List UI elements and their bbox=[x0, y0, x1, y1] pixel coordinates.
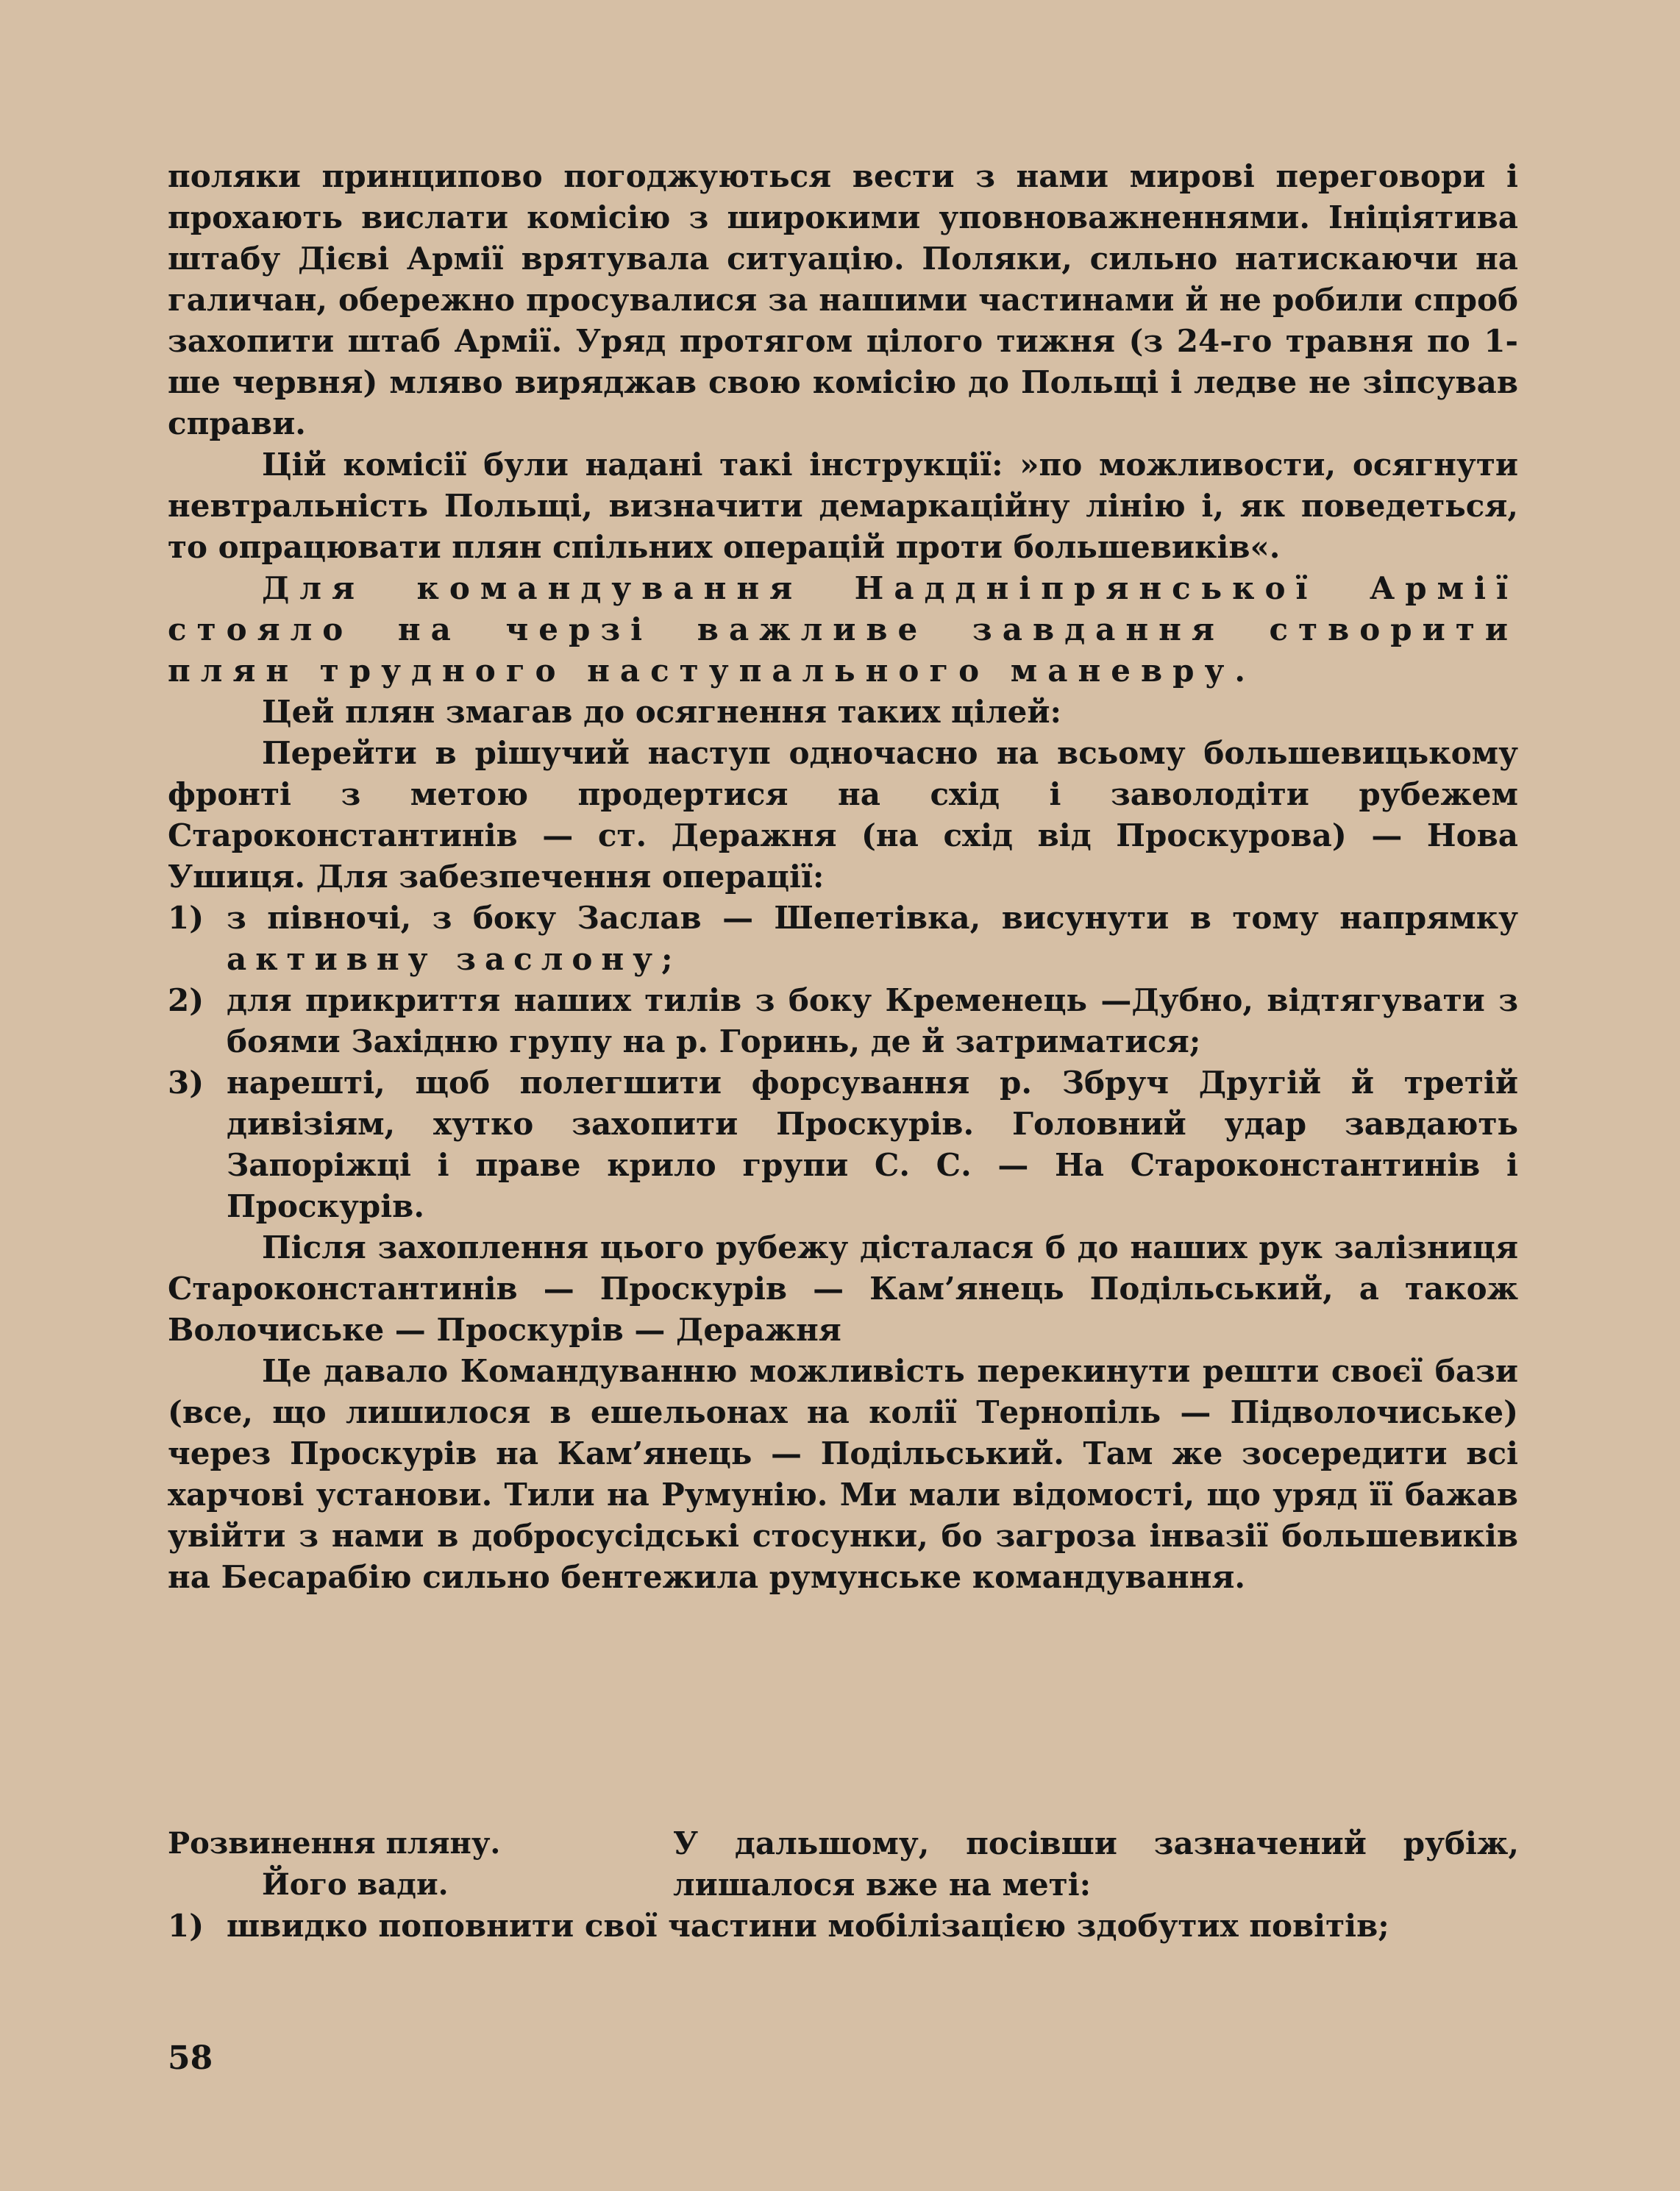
paragraph-7: Це давало Командуванню можливість перекинути решти своєї бази (все, що лишилося в ешельонах на колії Тернопіль — Підволочиське) через Проскурів на Кам’янець — Подільський. Там же зосередити всі харчові установи. Тили на Румунію. Ми мали відомості, що уряд її бажав увійти з нами в добросусідські стосунки, бо загроза інвазії большевиків на Бесарабію сильно бентежила румунське командування. bbox=[168, 1353, 1518, 1595]
list-item-3 bbox=[168, 1062, 1518, 1227]
section-heading-line-2: Його вади. bbox=[262, 1867, 449, 1902]
text-block-main bbox=[168, 156, 1518, 1598]
section-intro-text: У дальшому, посівши зазначений рубіж, лишалося вже на меті: bbox=[673, 1825, 1519, 1903]
list-text: для прикриття наших тилів з боку Кременець —Дубно, відтягувати з боями Західню групу на р. Горинь, де й затриматися; bbox=[227, 982, 1518, 1059]
text-block-bottom bbox=[168, 1906, 1518, 1947]
list-number: 1) bbox=[168, 1908, 204, 1944]
paragraph-5: Перейти в рішучий наступ одночасно на всьому большевицькому фронті з метою продертися на схід і заволодіти рубежем Староконстантинів — ст. Деражня (на схід від Проскурова) — Нова Ушиця. Для забезпечення операції: bbox=[168, 735, 1518, 895]
paragraph-2: Цій комісії були надані такі інструкції: »по можливости, осягнути невтральність Польщі, визначити демаркаційну лінію і, як поведеться, то опрацювати плян спільних операцій проти большевиків«. bbox=[168, 447, 1518, 565]
page-number: 58 bbox=[168, 2039, 213, 2077]
paragraph-3-spaced: Для командування Наддніпрянської Армії стояло на черзі важливе завдання створити плян трудного наступального маневру. bbox=[168, 570, 1518, 689]
list-item-2 bbox=[168, 980, 1518, 1062]
operations-list bbox=[168, 898, 1518, 1227]
list-text: швидко поповнити свої частини мобілізацією здобутих повітів; bbox=[227, 1908, 1389, 1944]
list-text: з півночі, з боку Заслав — Шепетівка, висунути в тому напрямку bbox=[227, 900, 1518, 936]
section-heading bbox=[168, 1823, 638, 1906]
list-number: 1) bbox=[168, 900, 204, 936]
list-number: 2) bbox=[168, 982, 204, 1018]
section-heading-line-1: Розвинення пляну. bbox=[168, 1826, 501, 1861]
list-item-1 bbox=[168, 898, 1518, 980]
list-text: нарешті, щоб полегшити форсування р. Збруч Другій й третій дивізіям, хутко захопити Проскурів. Головний удар завдають Запоріжці і праве крило групи С. С. — На Староконстантинів і Проскурів. bbox=[227, 1065, 1518, 1224]
paragraph-4: Цей плян змагав до осягнення таких цілей: bbox=[262, 694, 1062, 730]
list-number: 3) bbox=[168, 1065, 204, 1101]
list-text-end: ; bbox=[661, 941, 673, 977]
paragraph-1: поляки принципово погоджуються вести з нами мирові переговори і прохають вислати комісію з широкими уповноважненнями. Ініціятива штабу Дієві Армії врятувала ситуацію. Поляки, сильно натискаючи на галичан, обережно просувалися за нашими частинами й не робили спроб захопити штаб Армії. Уряд протягом цілого тижня (з 24-го травня по 1-ше червня) мляво виряджав свою комісію до Польщі і ледве не зіпсував справи. bbox=[168, 158, 1518, 441]
list2-item-1 bbox=[168, 1906, 1518, 1947]
list-text-spaced: активну заслону bbox=[227, 941, 661, 977]
paragraph-6: Після захоплення цього рубежу дісталася б до наших рук залізниця Староконстантинів — Проскурів — Кам’янець Подільський, а також Волочиське — Проскурів — Деражня bbox=[168, 1229, 1518, 1348]
